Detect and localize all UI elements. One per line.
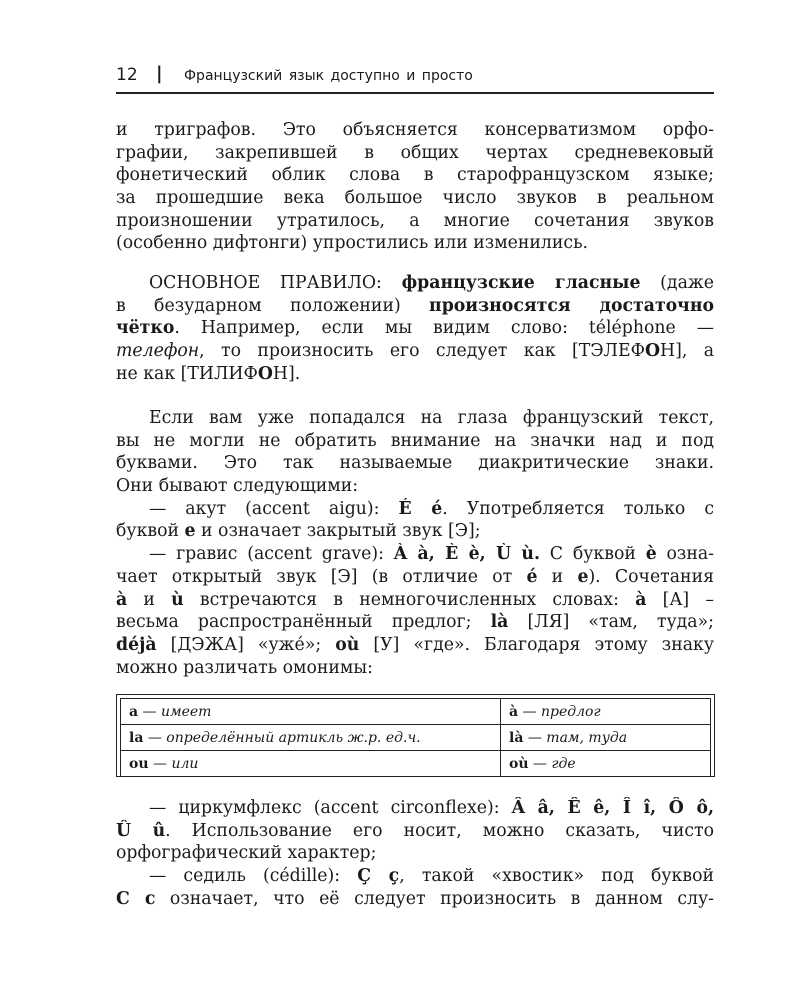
paragraph-1 (116, 119, 714, 255)
paragraph-3 (116, 407, 714, 679)
paragraph-4 (116, 797, 714, 910)
text-line: — гравис (accent grave): À à, È è, Ù ù. С буквой è озна- (149, 544, 714, 565)
text-line: чётко. Например, если мы видим слово: téléphone — (116, 318, 714, 339)
text-line: весьма распространённый предлог; là [ЛЯ] «там, туда»; (116, 612, 714, 633)
text-line: за прошедшие века большое число звуков в реальном (116, 188, 714, 209)
text-line: С с означает, что её следует произносить в данном слу- (116, 888, 714, 909)
running-header (116, 62, 714, 94)
table-cell: a — имеет (121, 699, 501, 725)
text-line: Если вам уже попадался на глаза французский текст, (149, 408, 714, 428)
text-line: — циркумфлекс (accent circonflexe): Â â, Ê ê, Î î, Ô ô, (149, 798, 714, 818)
table-cell: la — определённый артикль ж.р. ед.ч. (121, 725, 501, 751)
text-line: фонетический облик слова в старофранцузском языке; (116, 165, 714, 186)
text-line: можно различать омонимы: (116, 657, 373, 678)
text-line: вы не могли не обратить внимание на значки над и под (116, 430, 714, 451)
header-title: Французский язык доступно и просто (184, 68, 473, 84)
text-line: чает открытый звук [Э] (в отличие от é и e). Сочетания (116, 566, 714, 587)
table-cell: là — там, туда (501, 725, 711, 751)
text-line: в безударном положении) произносятся достаточно (116, 295, 714, 316)
text-line: (особенно дифтонги) упростились или изменились. (116, 233, 588, 254)
text-line: графии, закрепившей в общих чертах средневековый (116, 142, 714, 163)
table-row (121, 725, 711, 751)
table-row (121, 751, 711, 777)
text-line: déjà [ДЭЖА] «ужé»; où [У] «где». Благодаря этому знаку (116, 634, 714, 655)
text-line: произношении утратилось, а многие сочетания звуков (116, 210, 714, 231)
page-number: 12 (116, 65, 138, 85)
text-line: — акут (accent aigu): É é. Употребляется только с (149, 498, 714, 519)
homonyms-table (116, 694, 715, 777)
text-line: Û û. Использование его носит, можно сказать, чисто (116, 820, 714, 841)
text-line: орфографический характер; (116, 843, 377, 864)
text-line: Они бывают следующими: (116, 476, 359, 497)
text-line: ОСНОВНОЕ ПРАВИЛО: французские гласные (даже (149, 273, 714, 293)
text-line: и триграфов. Это объясняется консерватизмом орфо- (116, 120, 714, 140)
text-line: буквами. Это так называемые диакритические знаки. (116, 453, 714, 474)
table-cell: à — предлог (501, 699, 711, 725)
table-cell: ou — или (121, 751, 501, 777)
text-line: — седиль (cédille): Ç ç, такой «хвостик» под буквой (149, 866, 714, 887)
text-line: à и ù встречаются в немногочисленных словах: à [А] – (116, 589, 714, 610)
header-separator: | (156, 63, 163, 84)
table-row (121, 699, 711, 725)
paragraph-2 (116, 272, 714, 385)
text-line: не как [ТИЛИФОН]. (116, 363, 301, 384)
table-cell: où — где (501, 751, 711, 777)
text-line: телефон, то произносить его следует как [ТЭЛЕФОН], а (116, 341, 714, 362)
text-line: буквой е и означает закрытый звук [Э]; (116, 521, 481, 542)
